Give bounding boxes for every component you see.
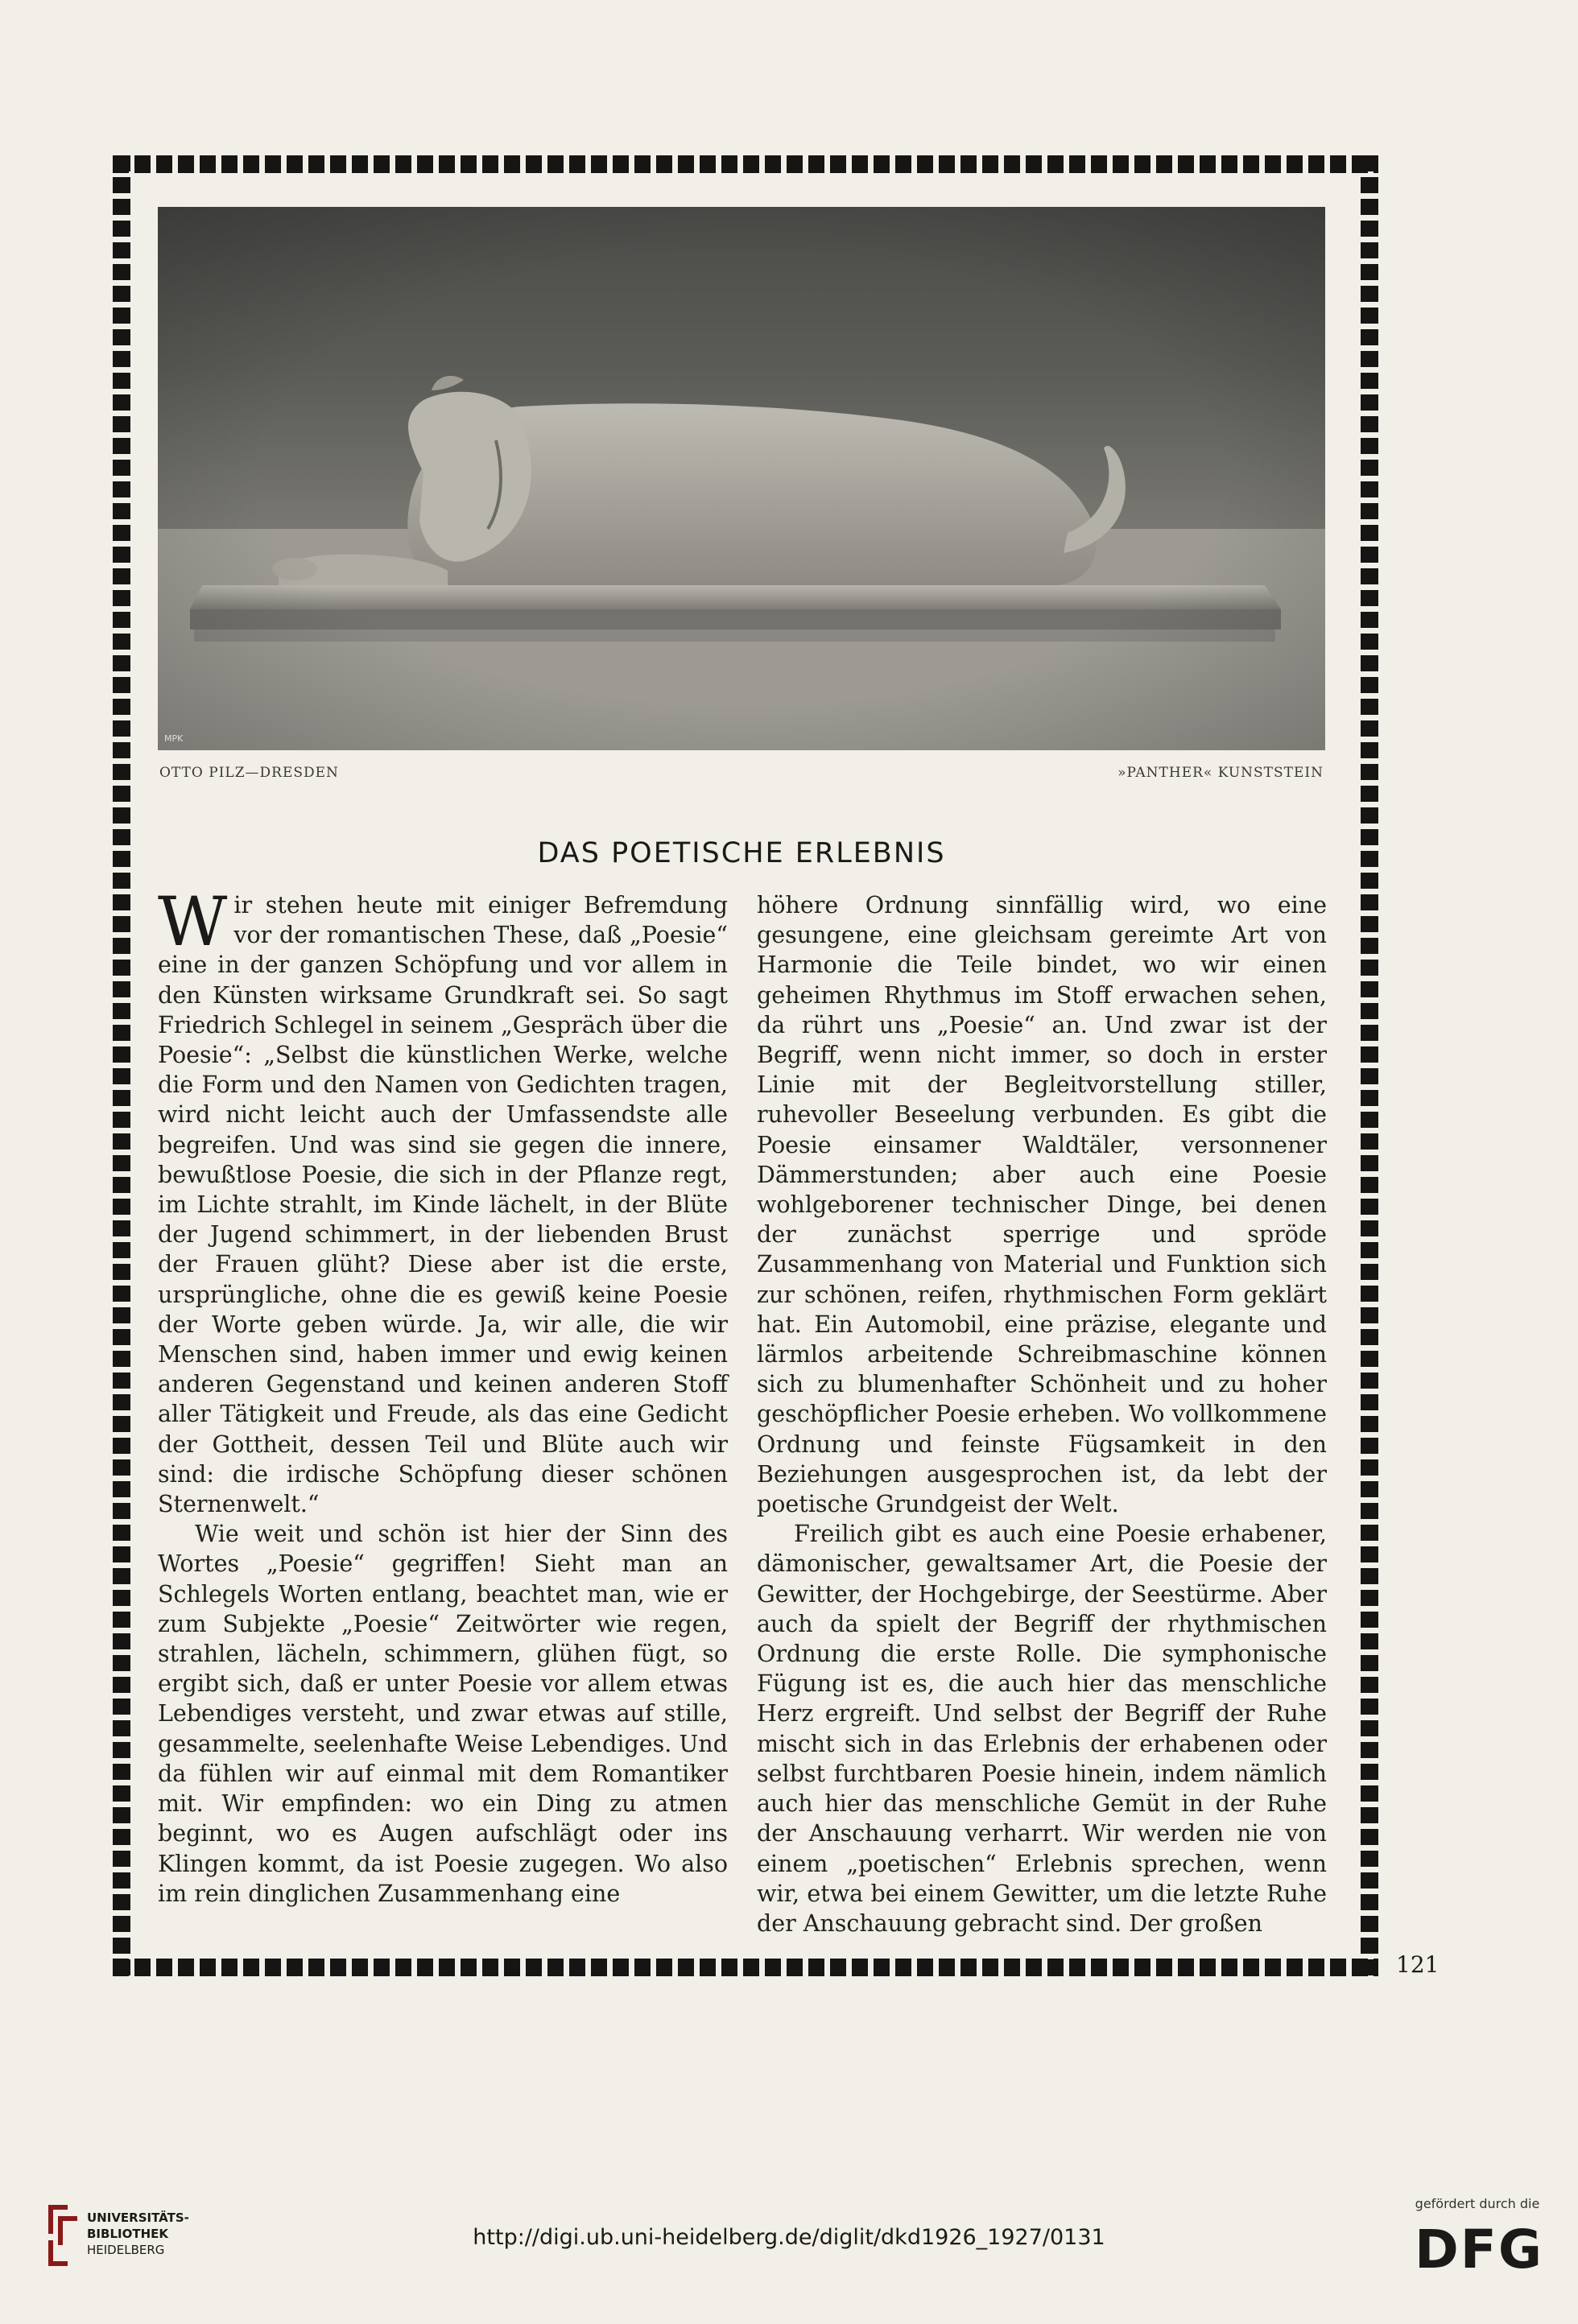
ornamental-border-bottom [113,1959,1378,1976]
paragraph: höhere Ordnung sinnfällig wird, wo eine gesungene, eine gleichsam gereimte Art von Harmonie die Teile bindet, wo wir einen geheimen Rhythmus im Stoff erwachen sehen, da rührt uns „Poesie“ an. Und zwar ist der Begriff, wenn nicht immer, so doch in erster Linie mit der Begleitvorstellung stiller, ruhevoller Beseelung verbunden. Es gibt die Poesie einsamer Waldtäler, versonnener Dämmerstunden; aber auch eine Poesie wohlgeborener technischer Dinge, bei denen der zunächst sperrige und spröde Zusammenhang von Material und Funktion sich zur schönen, reifen, rhythmischen Form geklärt hat. Ein Automobil, eine präzise, elegante und lärmlos arbeitende Schreibmaschine können sich zu blumenhafter Schönheit und zu hoher geschöpflicher Poesie erheben. Wo vollkommene Ordnung und feinste Fügsamkeit in den Beziehungen ausgesprochen ist, da lebt der poetische Grundgeist der Welt. [757,892,1327,1518]
caption-artist: OTTO PILZ—DRESDEN [159,765,339,781]
sculpture-photograph [158,207,1325,750]
library-logo-icon [45,2202,81,2269]
library-name-line: HEIDELBERG [87,2243,165,2257]
drop-cap: W [158,882,228,961]
paragraph: Wie weit und schön ist hier der Sinn des Wortes „Poesie“ gegriffen! Sieht man an Schlegels Worten entlang, beachtet man, wie er zum Subjekte „Poesie“ Zeitwörter wie regen, strahlen, lächeln, schimmern, glühen fügt, so ergibt sich, daß er unter Poesie vor allem etwas Lebendiges versteht, und zwar etwas auf stille, gesammelte, seelenhafte Weise Lebendiges. Und da fühlen wir auf einmal mit dem Romantiker mit. Wir empfinden: wo ein Ding zu atmen beginnt, wo es Augen aufschlägt oder ins Klingen kommt, da ist Poesie zugegen. Wo also im rein dinglichen Zusammenhang eine [158,1521,728,1907]
library-name-line: UNIVERSITÄTS- [87,2210,189,2225]
permalink-url[interactable]: http://digi.ub.uni-heidelberg.de/diglit/dkd1926_1927/0131 [473,2225,1105,2250]
paragraph-text: ir stehen heute mit einiger Befremdung vor der romantischen These, daß „Poesie“ eine in der ganzen Schöpfung und vor allem in den Künsten wirksame Grundkraft sei. So sagt Friedrich Schlegel in seinem „Gespräch über die Poesie“: „Selbst die künstlichen Werke, welche die Form und den Namen von Gedichten tragen, wird nicht leicht auch der Umfassendste alle begreifen. Und was sind sie gegen die innere, bewußtlose Poesie, die sich in der Pflanze regt, im Lichte strahlt, im Kinde lächelt, in der Blüte der Jugend schimmert, in der liebenden Brust der Frauen glüht? Diese aber ist die erste, ursprüngliche, ohne die es gewiß keine Poesie der Worte geben würde. Ja, wir alle, die wir Menschen sind, haben immer und ewig keinen anderen Gegenstand und keinen anderen Stoff aller Tätigkeit und Freude, als das eine Gedicht der Gottheit, dessen Teil und Blüte auch wir sind: die irdische Schöpfung dieser schönen Sternenwelt.“ [158,892,728,1518]
caption-title: »PANTHER« KUNSTSTEIN [1117,765,1324,781]
paragraph [158,882,728,1519]
article-title: DAS POETISCHE ERLEBNIS [537,837,946,869]
dfg-logo: DFG [1414,2219,1544,2281]
page-number: 121 [1396,1951,1440,1978]
photo-monogram: MPK [164,733,184,744]
library-name-line: BIBLIOTHEK [87,2227,168,2241]
ornamental-border-right [1361,155,1378,1976]
funding-note: gefördert durch die [1415,2196,1540,2211]
text-column-left [158,882,728,1909]
library-name [87,2210,264,2258]
ornamental-border-left [113,155,130,1976]
text-column-right [757,890,1327,1938]
ornamental-border-top [113,155,1378,173]
panther-sculpture-image [158,207,1325,750]
paragraph: Freilich gibt es auch eine Poesie erhabener, dämonischer, gewaltsamer Art, die Poesie der Gewitter, der Hochgebirge, der Seestürme. Aber auch da spielt der Begriff der rhythmischen Ordnung die erste Rolle. Die symphonische Fügung ist es, die auch hier das menschliche Herz ergreift. Und selbst der Begriff der Ruhe mischt sich in das Erlebnis der erhabenen oder selbst furchtbaren Poesie hinein, indem nämlich auch hier das menschliche Gemüt in der Ruhe der Anschauung verharrt. Wir werden nie von einem „poetischen“ Erlebnis sprechen, wenn wir, etwa bei einem Gewitter, um die letzte Ruhe der Anschauung gebracht sind. Der großen [757,1521,1327,1937]
